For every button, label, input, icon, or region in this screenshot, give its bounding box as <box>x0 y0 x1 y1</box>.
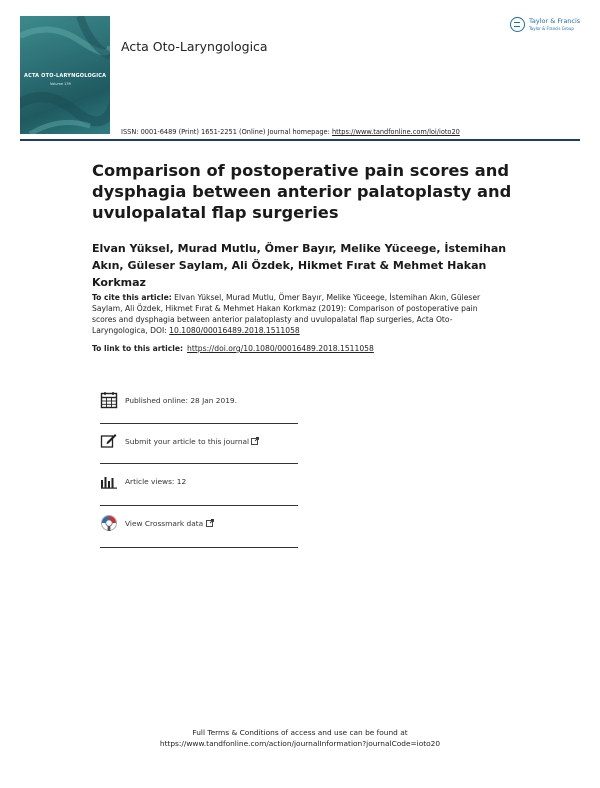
footer-terms-text: Full Terms & Conditions of access and use can be found at <box>192 728 408 737</box>
article-authors: Elvan Yüksel, Murad Mutlu, Ömer Bayır, Melike Yüceege, İstemihan Akın, Güleser Saylam, Ali Özdek, Hikmet Fırat & Mehmet Hakan Korkmaz <box>92 242 507 289</box>
info-divider <box>100 547 298 548</box>
footer <box>0 727 600 749</box>
issn-line <box>121 128 460 136</box>
crossmark-icon <box>100 514 118 532</box>
journal-homepage-link[interactable]: https://www.tandfonline.com/loi/ioto20 <box>331 128 460 136</box>
issn-text: ISSN: 0001-6489 (Print) 1651-2251 (Online) Journal homepage: <box>121 128 332 136</box>
header-divider <box>20 139 580 141</box>
citation-label: To cite this article: <box>92 293 172 302</box>
external-link-icon <box>206 519 214 527</box>
submit-article-text: Submit your article to this journal <box>125 437 250 446</box>
submit-article-row[interactable] <box>100 432 298 454</box>
bar-chart-icon <box>100 472 118 490</box>
footer-terms-link[interactable]: https://www.tandfonline.com/action/journalInformation?journalCode=ioto20 <box>159 739 441 748</box>
publisher-logo-subtext: Taylor & Francis Group <box>529 26 574 31</box>
journal-cover-image <box>20 16 110 134</box>
info-divider <box>100 463 298 464</box>
calendar-icon <box>100 391 118 409</box>
publisher-logo-icon <box>510 17 525 32</box>
info-divider <box>100 505 298 506</box>
published-date-text: Published online: 28 Jan 2019. <box>125 396 237 405</box>
info-divider <box>100 423 298 424</box>
citation-doi-link[interactable]: 10.1080/00016489.2018.1511058 <box>169 326 300 335</box>
article-views-row <box>100 472 298 494</box>
citation-text: Elvan Yüksel, Murad Mutlu, Ömer Bayır, Melike Yüceege, İstemihan Akın, Güleser Saylam, Ali Özdek, Hikmet Fırat & Mehmet Hakan Korkmaz (2019): Comparison of postoperative pain scores and dysphagia between anterior palatoplasty and uvulopalatal flap surgeries, Acta Oto-Laryngologica, DOI: <box>92 293 481 335</box>
crossmark-link[interactable] <box>125 519 214 528</box>
crossmark-row[interactable] <box>100 514 298 536</box>
publisher-logo[interactable] <box>510 17 580 37</box>
published-row <box>100 391 298 413</box>
external-link-icon <box>251 437 259 445</box>
cover-subtitle: Volume 139 <box>50 82 71 86</box>
edit-icon <box>100 432 118 450</box>
article-link-line <box>92 344 374 353</box>
article-views-text: Article views: 12 <box>125 477 187 486</box>
journal-name: Acta Oto-Laryngologica <box>121 39 268 54</box>
article-doi-link[interactable]: https://doi.org/10.1080/00016489.2018.1511058 <box>187 344 374 353</box>
publisher-logo-text: Taylor & Francis <box>529 17 581 25</box>
crossmark-text: View Crossmark data <box>125 519 204 528</box>
submit-article-link[interactable] <box>125 437 259 446</box>
article-title: Comparison of postoperative pain scores and dysphagia between anterior palatoplasty and uvulopalatal flap surgeries <box>92 161 512 222</box>
citation-block <box>92 292 502 336</box>
article-link-label: To link to this article: <box>92 344 184 353</box>
cover-title: ACTA OTO-LARYNGOLOGICA <box>24 73 107 79</box>
